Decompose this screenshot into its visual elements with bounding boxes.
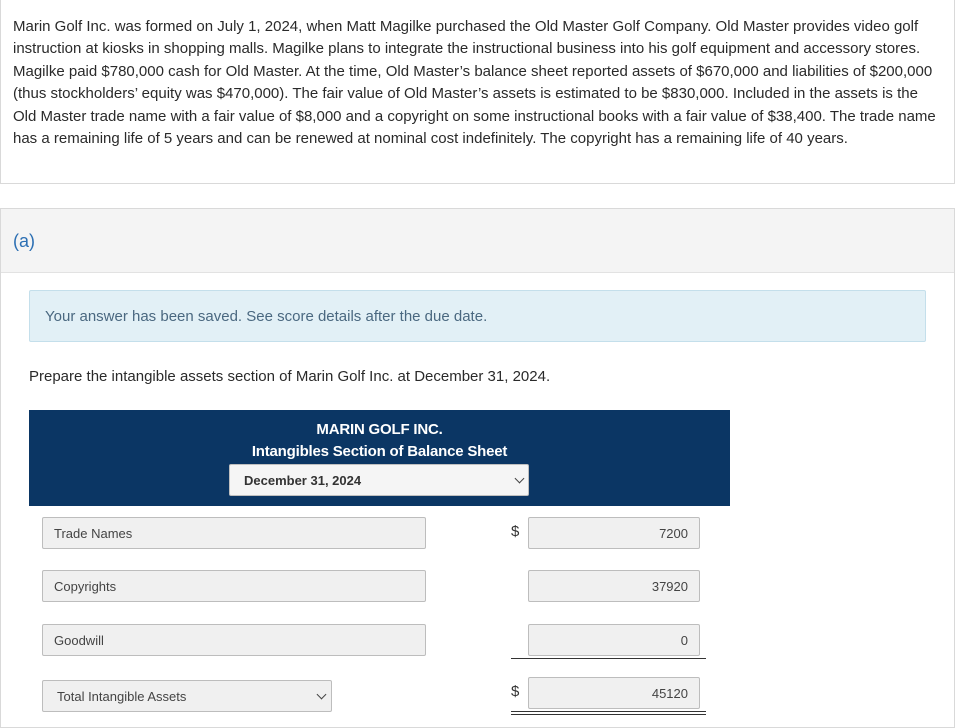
statement-header [29,410,730,506]
chevron-down-icon [515,474,525,484]
total-amount-value: 45120 [651,686,688,701]
line-item-label-field[interactable] [42,517,426,549]
instruction-text: Prepare the intangible assets section of Marin Golf Inc. at December 31, 2024. [29,368,551,385]
amount-value: 37920 [651,579,688,594]
problem-statement: Marin Golf Inc. was formed on July 1, 2024, when Matt Magilke purchased the Old Master Golf Company. Old Master provides video golf instruction at kiosks in shopping malls. Magilke plans to integrate the instructional business into his golf equipment and accessory stores. Magilke paid $780,000 cash for Old Master. At the time, Old Master’s balance sheet reported assets of $670,000 and liabilities of $200,000 (thus stockholders’ equity was $470,000). The fair value of Old Master’s assets is estimated to be $830,000. Included in the assets is the Old Master trade name with a fair value of $8,000 and a copyright on some instructional books with a fair value of $38,400. The trade name has a remaining life of 5 years and can be renewed at nominal cost indefinitely. The copyright has a remaining life of 40 years. [13,18,936,148]
problem-card [0,0,955,184]
amount-input[interactable] [528,570,700,602]
amount-value: 0 [680,633,688,648]
amount-input[interactable] [528,517,700,549]
line-item-label-field[interactable] [42,624,426,656]
part-header [1,209,954,273]
subtotal-rule [511,658,706,659]
date-dropdown[interactable] [229,464,529,496]
date-dropdown-value: December 31, 2024 [244,473,362,488]
part-a-card [0,208,955,728]
total-label-dropdown[interactable] [42,680,332,712]
company-name: MARIN GOLF INC. [316,421,443,438]
amount-input[interactable] [528,624,700,656]
statement-title: Intangibles Section of Balance Sheet [251,443,508,460]
amount-value: 7200 [659,526,688,541]
double-underline-top [511,711,706,712]
total-label: Total Intangible Assets [57,689,187,704]
currency-symbol: $ [511,523,520,540]
line-item-label-field[interactable] [42,570,426,602]
line-item-label: Trade Names [54,526,133,541]
part-label: (a) [13,231,35,251]
saved-notice [29,290,926,342]
line-item-label: Copyrights [54,579,117,594]
double-underline-bottom [511,714,706,715]
chevron-down-icon [317,690,327,700]
saved-notice-text: Your answer has been saved. See score details after the due date. [45,308,488,325]
total-amount-input[interactable] [528,677,700,709]
line-item-label: Goodwill [54,633,104,648]
currency-symbol: $ [511,683,520,700]
